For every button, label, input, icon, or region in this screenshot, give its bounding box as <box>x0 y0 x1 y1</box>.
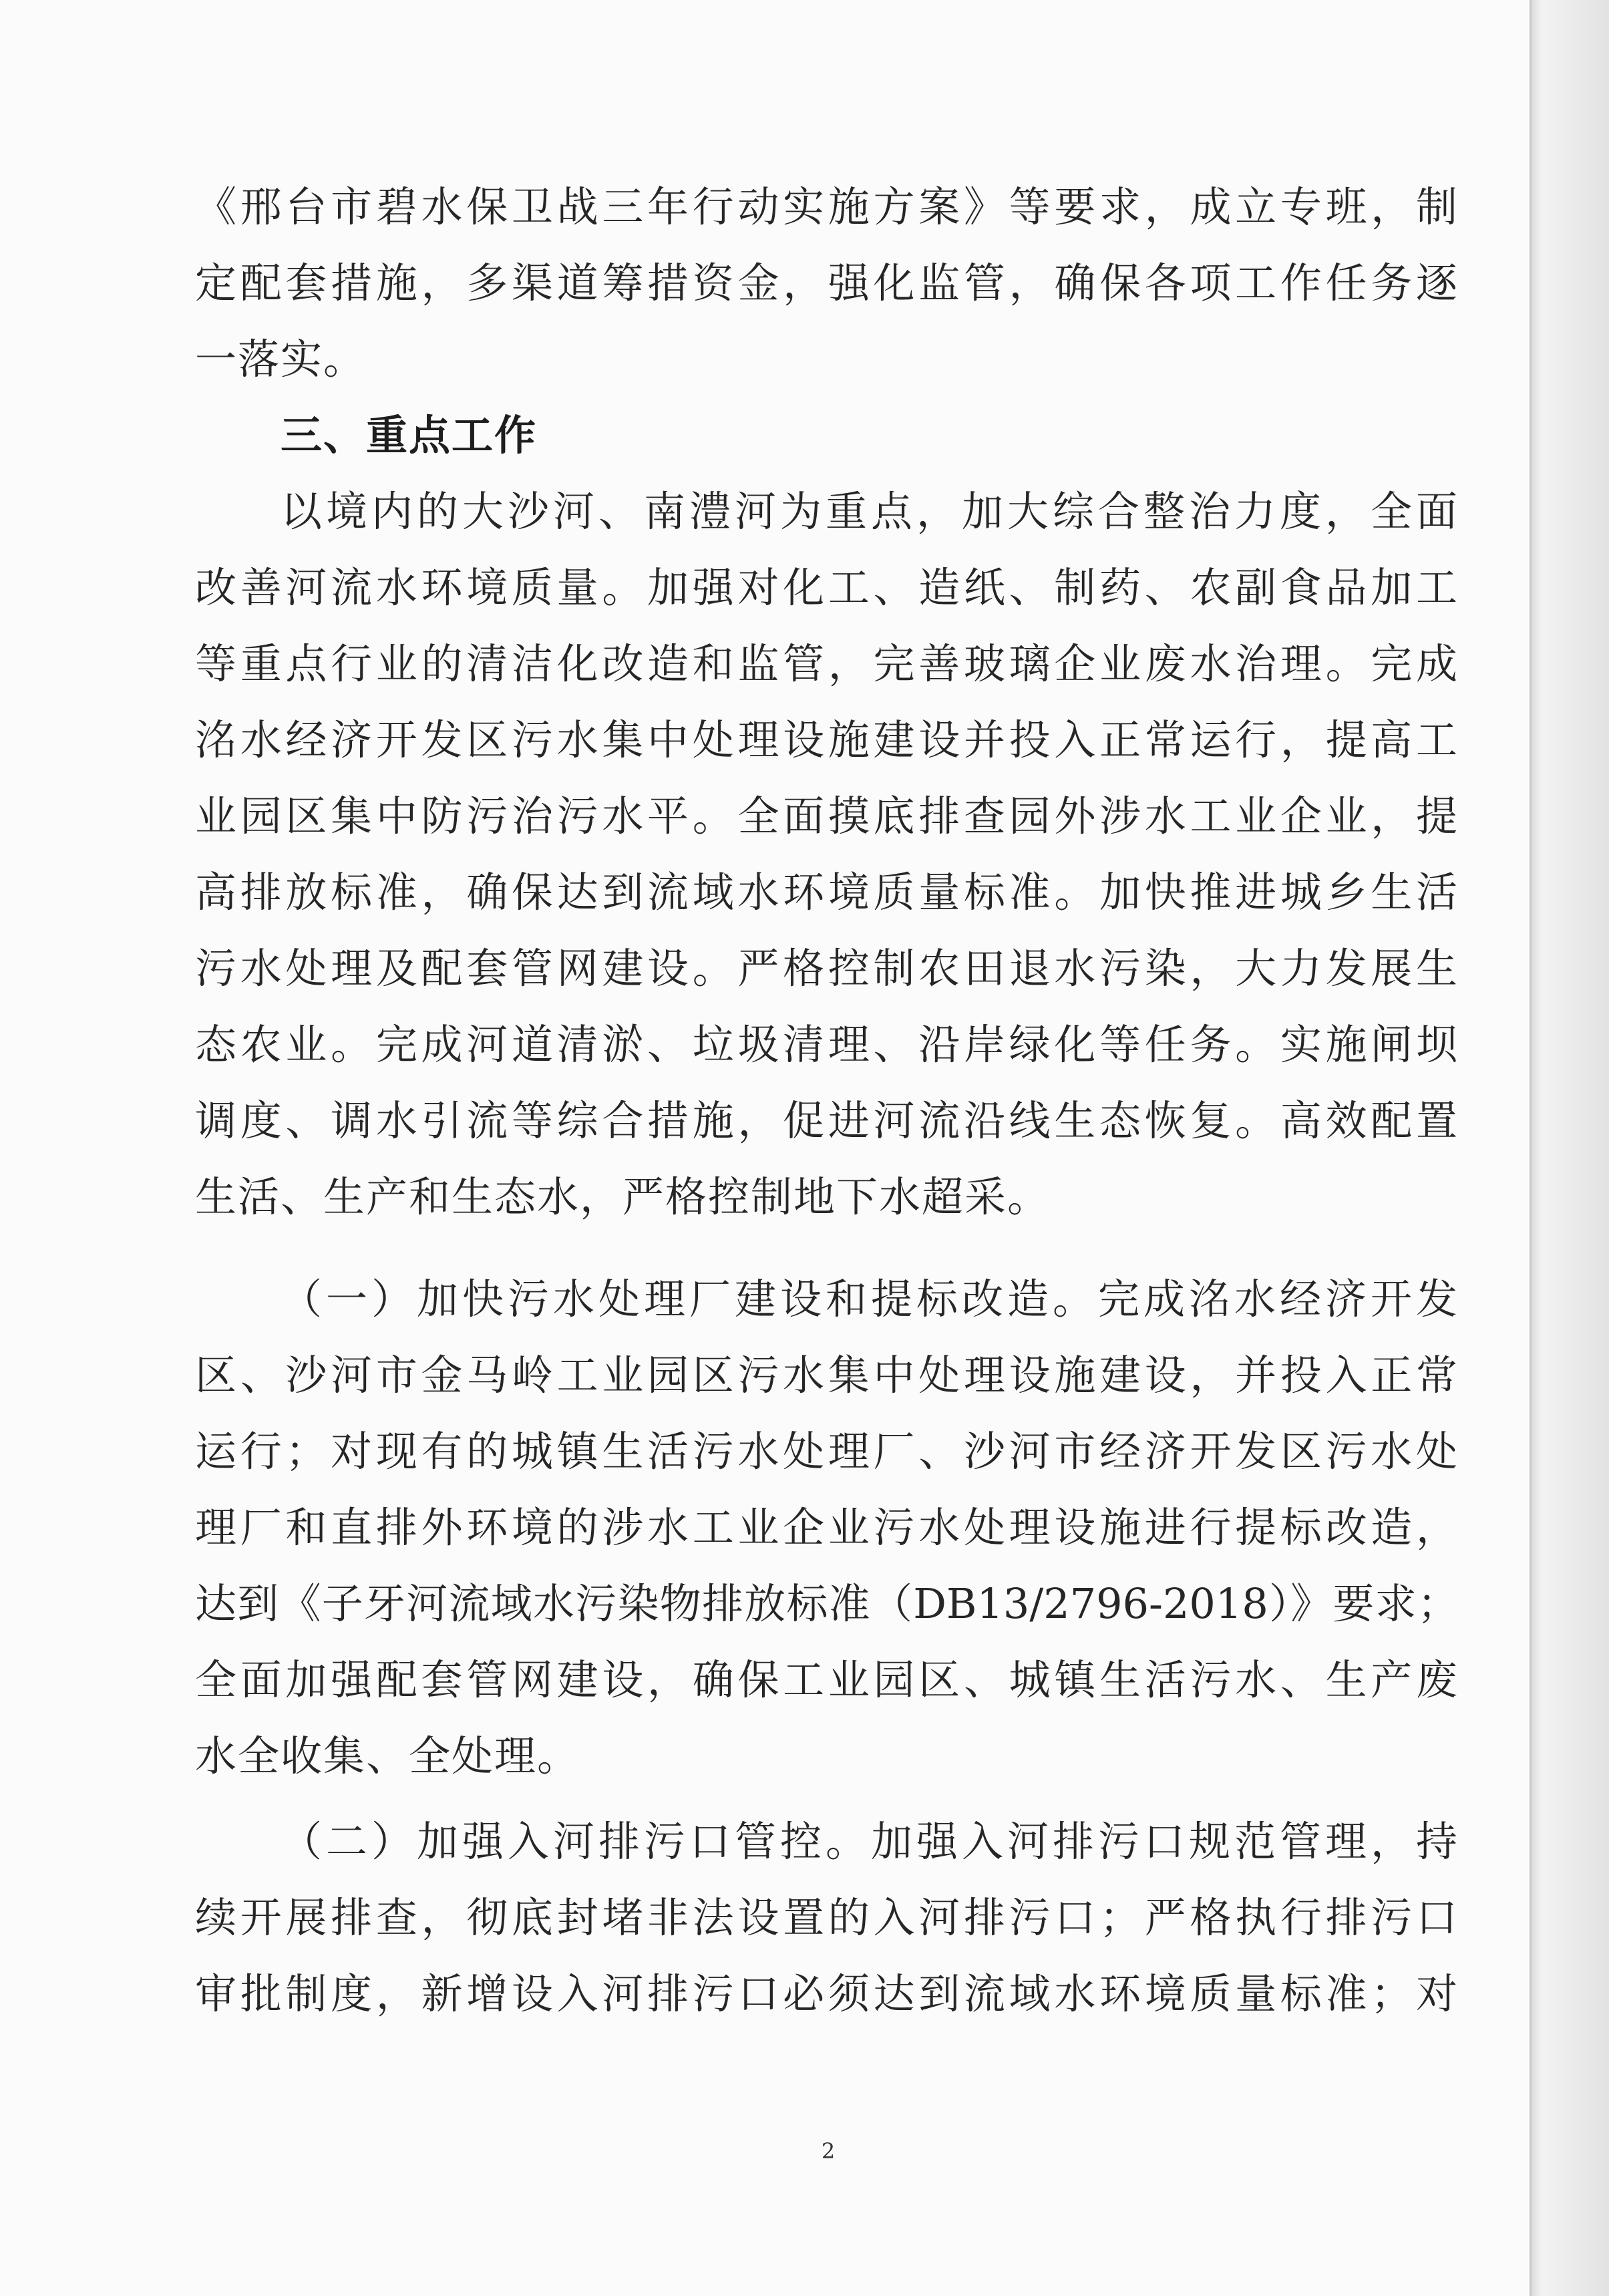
body-line-9: 业园区集中防污治污水平。全面摸底排查园外涉水工业企业，提 <box>195 792 1459 840</box>
subsection-1-line-7: 水全收集、全处理。 <box>195 1732 580 1780</box>
subsection-1-line-1: （一）加快污水处理厂建设和提标改造。完成洺水经济开发 <box>281 1275 1459 1323</box>
subsection-1-line-5: 达到《子牙河流域水污染物排放标准（DB13/2796-2018）》要求； <box>195 1579 1459 1628</box>
subsection-2-line-3: 审批制度，新增设入河排污口必须达到流域水环境质量标准；对 <box>195 1969 1459 2018</box>
body-line-11: 污水处理及配套管网建设。严格控制农田退水污染，大力发展生 <box>195 944 1459 993</box>
body-line-6: 改善河流水环境质量。加强对化工、造纸、制药、农副食品加工 <box>195 563 1459 612</box>
body-line-5: 以境内的大沙河、南澧河为重点，加大综合整治力度，全面 <box>281 487 1459 536</box>
subsection-2-line-2: 续开展排查，彻底封堵非法设置的入河排污口；严格执行排污口 <box>195 1893 1459 1942</box>
body-line-8: 洺水经济开发区污水集中处理设施建设并投入正常运行，提高工 <box>195 715 1459 764</box>
body-line-1: 《邢台市碧水保卫战三年行动实施方案》等要求，成立专班，制 <box>195 182 1459 231</box>
body-line-12: 态农业。完成河道清淤、垃圾清理、沿岸绿化等任务。实施闸坝 <box>195 1020 1459 1069</box>
body-line-3: 一落实。 <box>195 335 367 383</box>
body-line-13: 调度、调水引流等综合措施，促进河流沿线生态恢复。高效配置 <box>195 1096 1459 1145</box>
body-line-2: 定配套措施，多渠道筹措资金，强化监管，确保各项工作任务逐 <box>195 259 1459 307</box>
subsection-1-line-4: 理厂和直排外环境的涉水工业企业污水处理设施进行提标改造， <box>195 1503 1459 1552</box>
subsection-1-line-3: 运行；对现有的城镇生活污水处理厂、沙河市经济开发区污水处 <box>195 1427 1459 1476</box>
page-edge-shadow <box>1530 0 1609 2296</box>
page-number: 2 <box>821 2138 836 2164</box>
body-line-14: 生活、生产和生态水，严格控制地下水超采。 <box>195 1172 1051 1221</box>
subsection-1-line-2: 区、沙河市金马岭工业园区污水集中处理设施建设，并投入正常 <box>195 1351 1459 1400</box>
subsection-2-line-1: （二）加强入河排污口管控。加强入河排污口规范管理，持 <box>281 1817 1459 1866</box>
body-line-7: 等重点行业的清洁化改造和监管，完善玻璃企业废水治理。完成 <box>195 639 1459 688</box>
body-line-10: 高排放标准，确保达到流域水环境质量标准。加快推进城乡生活 <box>195 868 1459 917</box>
subsection-1-line-6: 全面加强配套管网建设，确保工业园区、城镇生活污水、生产废 <box>195 1655 1459 1704</box>
page-edge-line <box>1530 0 1532 2296</box>
section-heading: 三、重点工作 <box>281 411 538 460</box>
